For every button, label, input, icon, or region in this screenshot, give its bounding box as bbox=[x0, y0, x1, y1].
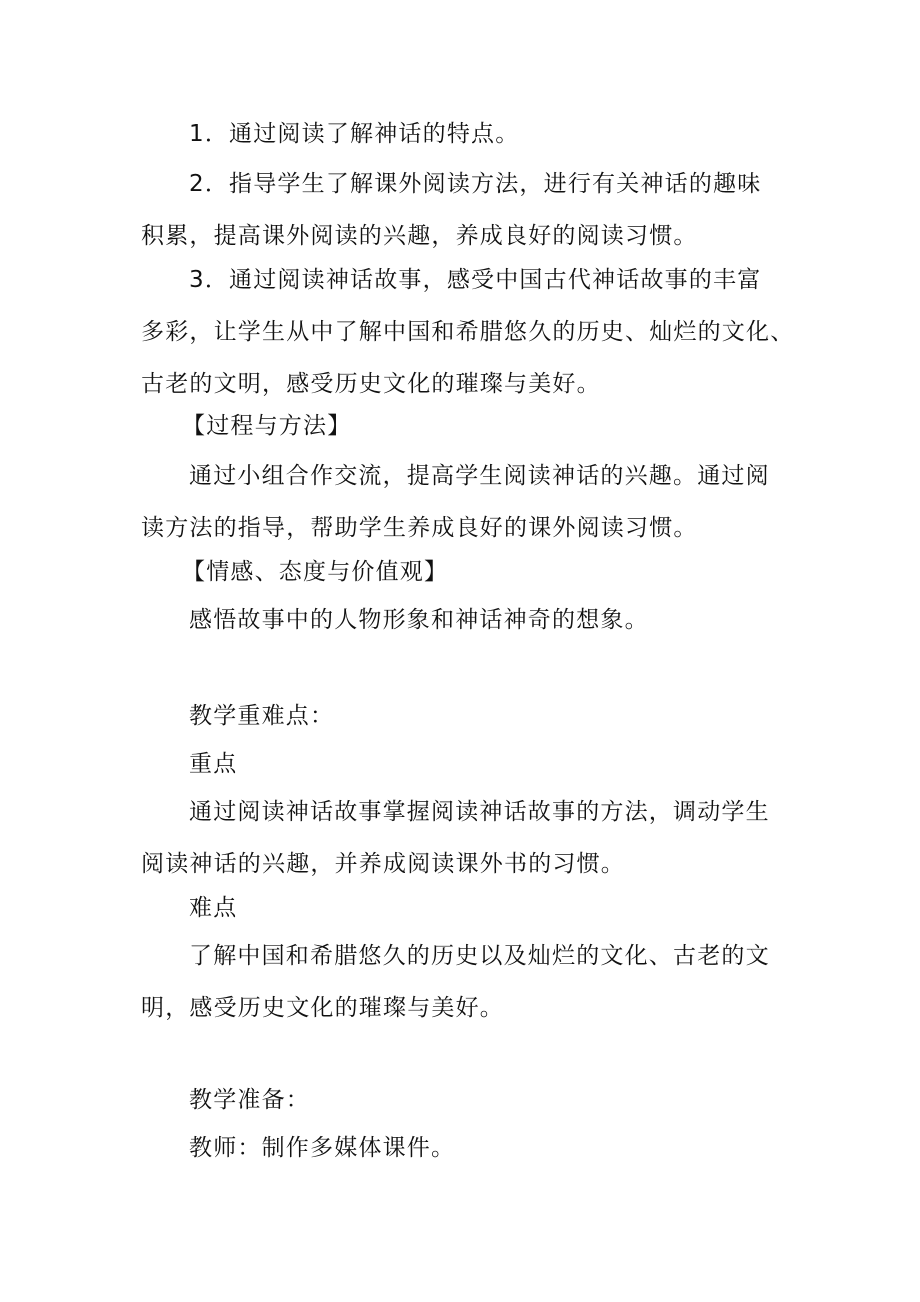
objective-3: 3．通过阅读神话故事，感受中国古代神话故事的丰富 多彩，让学生从中了解中国和希腊悠久的历史、灿烂的文化、 古老的文明，感受历史文化的璀璨与美好。 bbox=[141, 267, 795, 397]
emotion-paragraph: 感悟故事中的人物形象和神话神奇的想象。 bbox=[189, 607, 649, 633]
hard-point-label: 难点 bbox=[189, 895, 238, 921]
preparation-heading: 教学准备： bbox=[189, 1087, 310, 1113]
difficulties-heading: 教学重难点： bbox=[189, 703, 335, 729]
emotion-heading: 【情感、态度与价值观】 bbox=[182, 559, 449, 585]
objective-2: 2．指导学生了解课外阅读方法，进行有关神话的趣味 积累，提高课外阅读的兴趣，养成良好的阅读习惯。 bbox=[141, 171, 762, 249]
process-heading: 【过程与方法】 bbox=[182, 413, 352, 439]
process-paragraph: 通过小组合作交流，提高学生阅读神话的兴趣。通过阅 读方法的指导，帮助学生养成良好的课外阅读习惯。 bbox=[141, 463, 770, 541]
hard-point-paragraph: 了解中国和希腊悠久的历史以及灿烂的文化、古老的文 明，感受历史文化的璀璨与美好。 bbox=[141, 943, 770, 1021]
objective-1: 1．通过阅读了解神话的特点。 bbox=[189, 121, 520, 147]
key-point-label: 重点 bbox=[189, 751, 238, 777]
key-point-paragraph: 通过阅读神话故事掌握阅读神话故事的方法，调动学生 阅读神话的兴趣，并养成阅读课外书的习惯。 bbox=[141, 799, 770, 877]
preparation-teacher: 教师：制作多媒体课件。 bbox=[189, 1135, 456, 1161]
